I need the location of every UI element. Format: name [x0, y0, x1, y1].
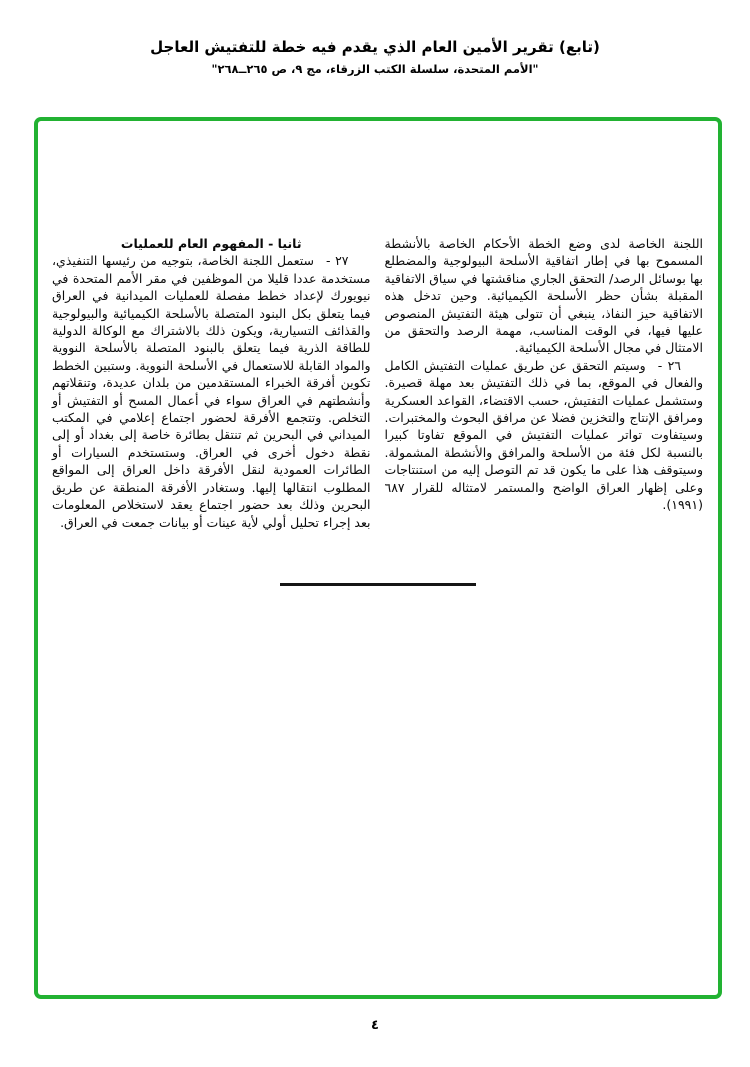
- paragraph-number: ٢٦ -: [657, 357, 681, 373]
- document-source-citation: "الأمم المتحدة، سلسلة الكتب الزرقاء، مج ٩، ص ٢٦٥ــ٢٦٨": [211, 62, 539, 76]
- left-column: [52, 235, 371, 531]
- paragraph-text: ستعمل اللجنة الخاصة، بتوجيه من رئيسها التنفيذي، مستخدمة عددا قليلا من الموظفين في مقر الأمم المتحدة في نيويورك لإعداد خطط مفصلة للعمليات الميدانية في العراق فيما يتعلق بكل البنود المتصلة بالأسلحة الكيميائية والبيولوجية والقذائف التسيارية، ويكون ذلك بالاشتراك مع الوكالة الدولية للطاقة الذرية فيما يتعلق بالبنود المتصلة بالأسلحة النووية والمواد القابلة للاستعمال في الأسلحة النووية. وستبين الخطط تكوين أفرقة الخبراء المستقدمين من بلدان عديدة، وتنقلاتهم وأنشطتهم في العراق سواء في أعمال المسح أو التفتيش أو التخلص. وتتجمع الأفرقة لحضور اجتماع إعلامي في المكتب الميداني في البحرين ثم تنتقل بطائرة خاصة إلى بغداد أو إلى نقطة دخول أخرى في العراق. وستستخدم السيارات أو الطائرات العمودية لنقل الأفرقة داخل العراق إلى المواقع المطلوب انتقالها إليها. وستغادر الأفرقة المنطقة عن طريق البحرين وذلك بعد حضور اجتماع يعقد لاستخلاص المعلومات بعد إجراء تحليل أولي لأية عينات أو بيانات جمعت في العراق.: [52, 253, 371, 530]
- two-column-text-area: [52, 235, 703, 531]
- end-of-section-rule: [280, 583, 476, 586]
- content-frame-border: [34, 117, 722, 999]
- paragraph-text: اللجنة الخاصة لدى وضع الخطة الأحكام الخاصة بالأنشطة المسموح بها في إطار اتفاقية الأسلحة البيولوجية والمضطلع بها بوسائل الرصد/ التحقق الجاري مناقشتها في سياق الاتفاقية المقبلة بشأن حظر الأسلحة الكيميائية. وحين تدخل هذه الاتفاقية حيز النفاذ، ينبغي أن تتولى هيئة التفتيش المنصوص عليها فيها، في الوقت المناسب، مهمة الرصد والتحقق من الامتثال في مجال الأسلحة الكيميائية.: [384, 236, 703, 356]
- page-footer: [0, 1014, 750, 1033]
- paragraph-continuation: [385, 235, 704, 357]
- document-title: (تابع) تقرير الأمين العام الذي يقدم فيه خطة للتفتيش العاجل: [150, 38, 600, 56]
- page-header: [0, 38, 750, 76]
- paragraph-text: وسيتم التحقق عن طريق عمليات التفتيش الكامل والفعال في الموقع، بما في ذلك التفتيش بعد مهلة قصيرة. وستشمل عمليات التفتيش، حسب الاقتضاء، القواعد العسكرية ومرافق الإنتاج والتخزين فضلا عن مرافق البحوث والمختبرات. وسيتفاوت تواتر عمليات التفتيش في الموقع تفاوتا كبيرا بالنسبة لكل فئة من الأسلحة والمرافق والأنشطة المشمولة. وسيتوقف هذا على ما يكون قد تم التوصل إليه من استنتاجات وعلى إظهار العراق الواضح والمستمر لامتثاله للقرار ٦٨٧ (١٩٩١).: [384, 357, 703, 513]
- paragraph-26: [385, 357, 704, 514]
- paragraph-27: [52, 252, 371, 531]
- right-column: [385, 235, 704, 531]
- section-heading: ثانيا - المفهوم العام للعمليات: [120, 236, 302, 251]
- paragraph-number: ٢٧ -: [326, 253, 349, 269]
- page-number: ٤: [371, 1018, 379, 1033]
